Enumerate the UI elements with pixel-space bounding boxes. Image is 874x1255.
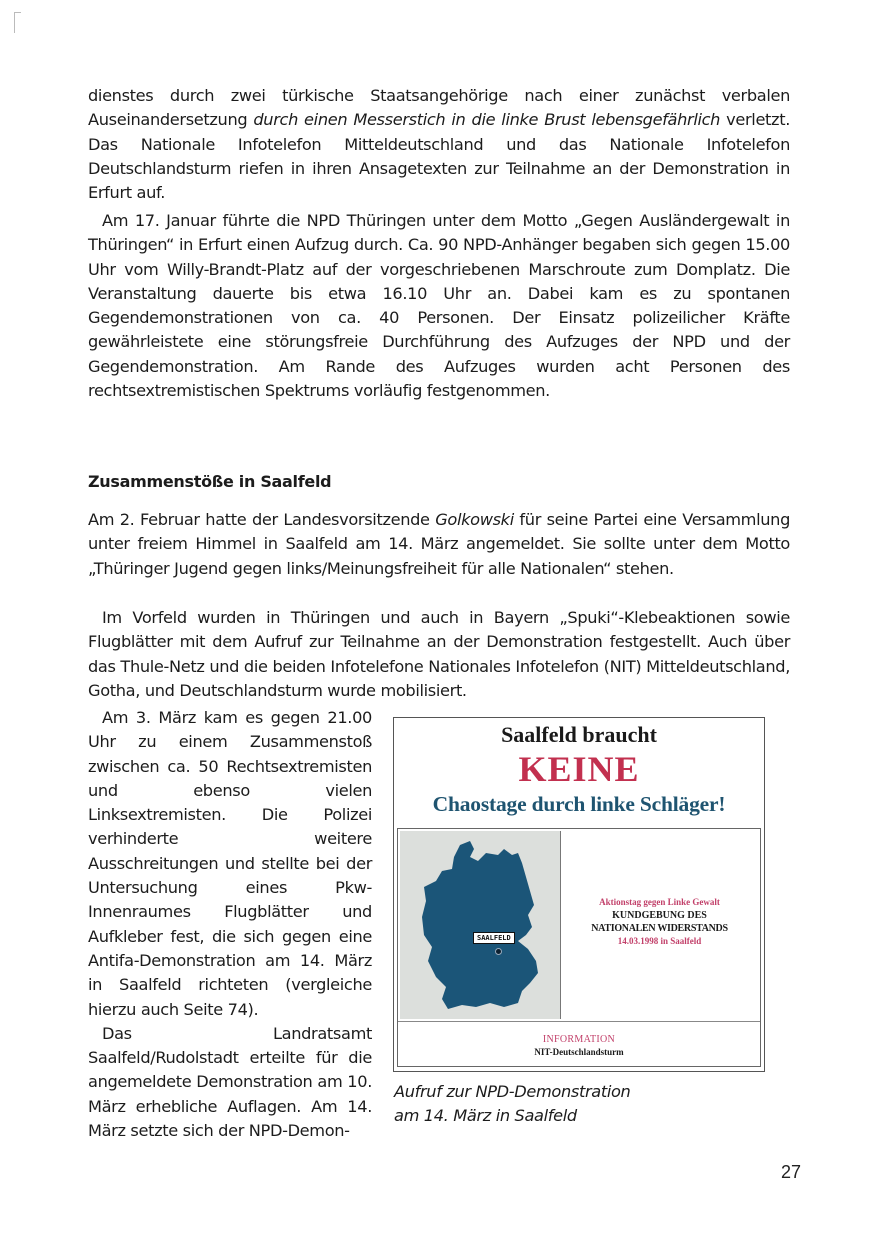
paragraph-landratsamt: Das Landratsamt Saalfeld/Rudolstadt erteilte für die angemeldete Demonstration am 10. März erhebliche Auflagen. Am 14. März setzte sich der NPD-Demon- (88, 1023, 372, 1141)
paragraph-vorfeld (88, 606, 790, 703)
page-number: 27 (781, 1162, 802, 1182)
paragraph-continuation (88, 84, 790, 205)
flyer-kundgebung: KUNDGEBUNG DES (612, 910, 707, 921)
paragraph-text: Am 17. Januar führte die NPD Thüringen unter dem Motto „Gegen Ausländergewalt in Thüringen“ in Erfurt einen Aufzug durch. Ca. 90 NPD-Anhänger begaben sich gegen 15.00 Uhr vom Willy-Brandt-Platz auf der vorgeschriebenen Marschroute zum Domplatz. Die Veranstaltung dauerte bis etwa 16.10 Uhr an. Dabei kam es zu spontanen Gegendemonstrationen von ca. 40 Personen. Der Einsatz polizeilicher Kräfte gewährleistete eine störungsfreie Durchführung des Aufzuges der NPD und der Gegendemonstration. Am Rande des Aufzuges wurden acht Personen des rechtsextremistischen Spektrums vorläufig festgenommen. (88, 211, 790, 401)
text-segment: für seine Partei eine Versammlung unter freiem Himmel in Saalfeld am 14. März angemeldet. Sie sollte unter dem Motto „Thüringer Jugend gegen links/Meinungsfreiheit für alle Nationalen“ stehen. (88, 510, 790, 578)
flyer-date: 14.03.1998 in Saalfeld (617, 936, 702, 946)
caption-line2: am 14. März in Saalfeld (394, 1106, 577, 1126)
flyer-nit: NIT-Deutschlandsturm (534, 1047, 624, 1057)
paragraph-erfurt-march (88, 209, 790, 403)
text-segment: verletzt. Das Nationale Infotelefon Mitteldeutschland und das Nationale Infotelefon Deutschlandsturm riefen in ihren Ansagetexten zur Teilnahme an der Demonstration in Erfurt auf. (88, 110, 790, 203)
text-segment-italic: durch einen Messerstich in die linke Brust lebensgefährlich (253, 110, 721, 130)
paragraph-text: Im Vorfeld wurden in Thüringen und auch in Bayern „Spuki“-Klebeaktionen sowie Flugblätter mit dem Aufruf zur Teilnahme an der Demonstration festgestellt. Auch über das Thule-Netz und die beiden Infotelefone Nationales Infotelefon (NIT) Mitteldeutschland, Gotha, und Deutschlandsturm wurde mobilisiert. (88, 608, 790, 700)
crop-mark (14, 12, 21, 33)
germany-map-icon (400, 831, 560, 1019)
text-segment: Am 2. Februar hatte der Landesvorsitzende (88, 510, 436, 529)
flyer-inner-panel (397, 828, 761, 1067)
section-heading: Zusammenstöße in Saalfeld (88, 472, 332, 491)
flyer-title-line1: Saalfeld braucht (501, 722, 657, 747)
flyer-image (393, 717, 765, 1072)
flyer-footer (398, 1021, 760, 1067)
flyer-widerstand: NATIONALEN WIDERSTANDS (591, 923, 728, 934)
figure-caption (394, 1080, 630, 1129)
flyer-event-info (561, 831, 758, 1019)
caption-line1: Aufruf zur NPD-Demonstration (394, 1082, 631, 1101)
text-segment: dienstes durch zwei türkische Staatsangehörige nach einer zunächst verbalen Auseinandersetzung (88, 86, 790, 130)
paragraph-golkowski (88, 508, 790, 581)
map-label-saalfeld: SAALFELD (473, 932, 515, 944)
person-name-italic: Golkowski (435, 510, 514, 529)
map-location-dot-icon (495, 948, 502, 955)
flyer-information: INFORMATION (542, 1034, 616, 1045)
flyer-title-line3: Chaostage durch linke Schläger! (432, 792, 726, 816)
germany-map (400, 831, 561, 1019)
paragraph-zusammenstoss: Am 3. März kam es gegen 21.00 Uhr zu einem Zusammenstoß zwischen ca. 50 Rechtsextremisten und ebenso vielen Linksextremisten. Die Polizei verhinderte weitere Ausschreitungen und stellte bei der Untersuchung eines Pkw-Innenraumes Flugblätter und Aufkleber fest, die sich gegen eine Antifa-Demonstration am 14. März in Saalfeld richteten (vergleiche hierzu auch Seite 74). (88, 708, 372, 1019)
flyer-aktionstag: Aktionstag gegen Linke Gewalt (599, 897, 720, 907)
left-column (88, 706, 372, 1143)
flyer-title-keine: KEINE (518, 749, 640, 789)
